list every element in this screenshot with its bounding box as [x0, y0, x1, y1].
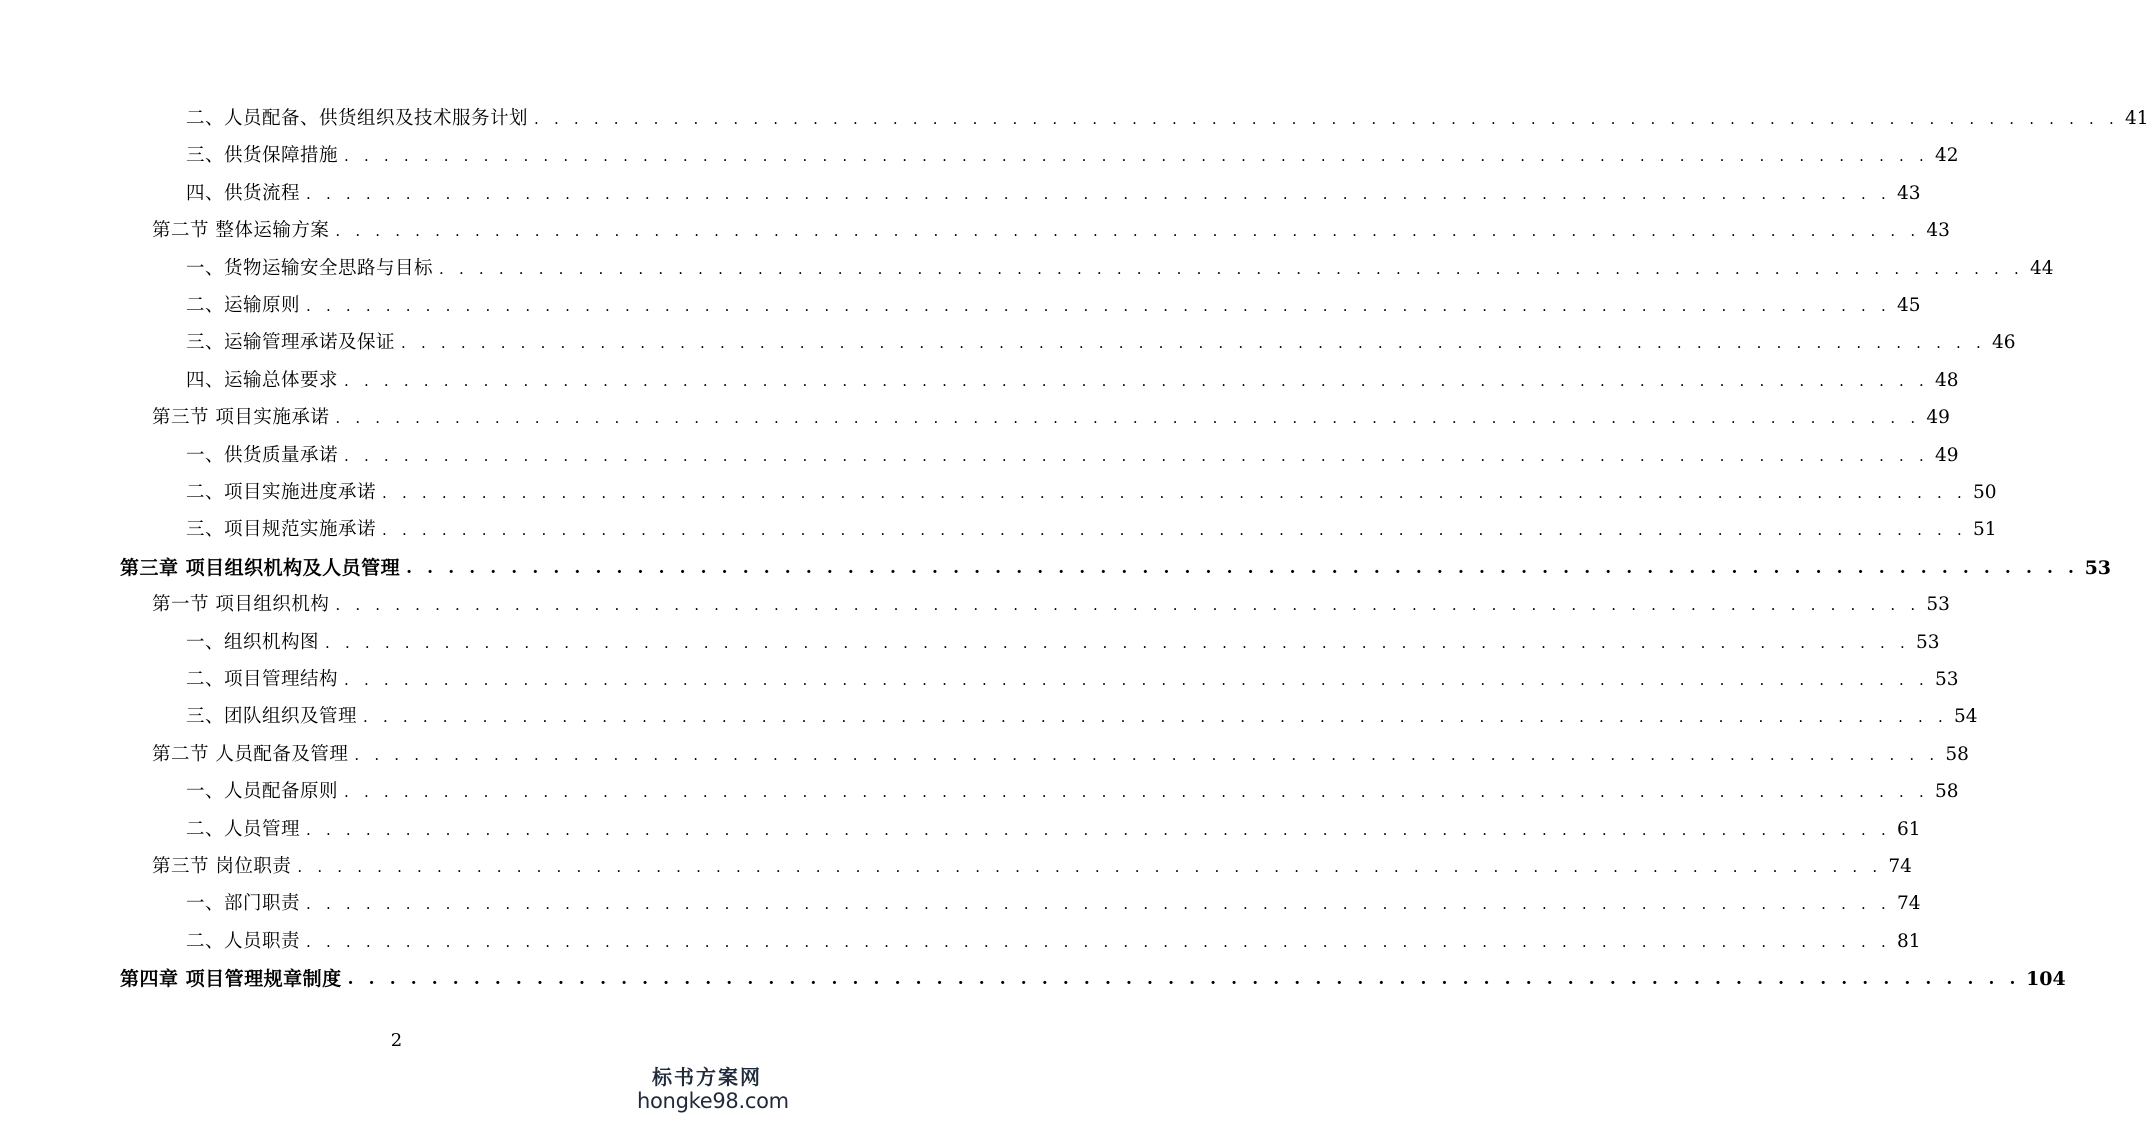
- toc-entry-title: 第三节 岗位职责: [152, 856, 292, 877]
- toc-dot-leader: . . . . . . . . . . . . . . . . . . . . . . . . . . . . . . . . . . . . . . . . . . . . . . . . . . . . . . . . . . . . . . . . . . . . . . . . . . . . . . . .: [306, 184, 1891, 203]
- page-number: 2: [390, 1030, 403, 1051]
- toc-entry-page: 42: [1934, 145, 1959, 167]
- toc-entry[interactable]: [152, 740, 1969, 770]
- toc-entry-title: 三、运输管理承诺及保证: [186, 332, 396, 354]
- toc-entry[interactable]: [186, 104, 2149, 134]
- toc-entry[interactable]: [120, 553, 2112, 583]
- toc-dot-leader: . . . . . . . . . . . . . . . . . . . . . . . . . . . . . . . . . . . . . . . . . . . . . . . . . . . . . . . . . . . . . . . . . . . . . . . . . . . . . . . .: [401, 334, 1986, 353]
- toc-entry-title: 第四章 项目管理规章制度: [120, 968, 342, 991]
- toc-entry-page: 74: [1888, 856, 1912, 877]
- toc-entry[interactable]: [186, 628, 1940, 658]
- toc-entry[interactable]: [186, 889, 1921, 919]
- toc-entry-page: 58: [1945, 743, 1969, 765]
- toc-entry-page: 43: [1896, 182, 1921, 204]
- toc-entry-title: 二、人员配备、供货组织及技术服务计划: [186, 108, 529, 129]
- toc-entry-title: 一、货物运输安全思路与目标: [186, 257, 434, 279]
- toc-entry-page: 46: [1991, 332, 2016, 354]
- toc-dot-leader: . . . . . . . . . . . . . . . . . . . . . . . . . . . . . . . . . . . . . . . . . . . . . . . . . . . . . . . . . . . . . . . . . . . . . . . . . . . . . . . .: [306, 297, 1891, 315]
- toc-entry[interactable]: [186, 291, 1921, 321]
- watermark-brand: 标书方案网: [652, 1065, 762, 1089]
- toc-entry[interactable]: [186, 366, 1959, 396]
- toc-entry-title: 一、人员配备原则: [186, 781, 339, 803]
- toc-entry-page: 104: [2026, 968, 2066, 991]
- toc-dot-leader: . . . . . . . . . . . . . . . . . . . . . . . . . . . . . . . . . . . . . . . . . . . . . . . . . . . . . . . . . . . . . . . . . . . . . . . . . . . . . . . .: [344, 371, 1929, 390]
- toc-entry-page: 44: [2029, 257, 2054, 279]
- toc-entry[interactable]: [186, 777, 1959, 807]
- toc-entry-page: 58: [1934, 781, 1959, 803]
- toc-entry[interactable]: [186, 478, 1997, 508]
- toc-dot-leader: . . . . . . . . . . . . . . . . . . . . . . . . . . . . . . . . . . . . . . . . . . . . . . . . . . . . . . . . . . . . . . . . . . . . . . . . . . . . . . . .: [344, 783, 1929, 802]
- toc-dot-leader: . . . . . . . . . . . . . . . . . . . . . . . . . . . . . . . . . . . . . . . . . . . . . . . . . . . . . . . . . . . . . . . . . . . . . . . . . . . . . . . .: [534, 110, 2119, 128]
- toc-entry-page: 61: [1896, 818, 1921, 840]
- toc-dot-leader: . . . . . . . . . . . . . . . . . . . . . . . . . . . . . . . . . . . . . . . . . . . . . . . . . . . . . . . . . . . . . . . . . . . . . . . . . . . . . . . .: [325, 633, 1910, 652]
- toc-entry-page: 49: [1934, 444, 1959, 466]
- toc-dot-leader: . . . . . . . . . . . . . . . . . . . . . . . . . . . . . . . . . . . . . . . . . . . . . . . . . . . . . . . . . . . . . . . . . . . . . . . . . . . . . . . .: [335, 222, 1921, 241]
- toc-entry[interactable]: [186, 702, 1978, 732]
- toc-entry-title: 三、团队组织及管理: [186, 706, 358, 728]
- toc-entry[interactable]: [186, 328, 2016, 358]
- toc-entry-page: 53: [1926, 594, 1950, 616]
- toc-entry-page: 54: [1953, 706, 1978, 728]
- toc-dot-leader: . . . . . . . . . . . . . . . . . . . . . . . . . . . . . . . . . . . . . . . . . . . . . . . . . . . . . . . . . . . . . . . . . . . . . . . . . . . . . . . .: [347, 969, 2021, 990]
- toc-dot-leader: . . . . . . . . . . . . . . . . . . . . . . . . . . . . . . . . . . . . . . . . . . . . . . . . . . . . . . . . . . . . . . . . . . . . . . . . . . . . . . . .: [344, 147, 1929, 166]
- toc-entry-title: 一、供货质量承诺: [186, 444, 339, 466]
- toc-entry[interactable]: [186, 254, 2054, 284]
- watermark-logo: [637, 1065, 789, 1114]
- toc-entry-title: 第二节 整体运输方案: [152, 220, 330, 242]
- toc-dot-leader: . . . . . . . . . . . . . . . . . . . . . . . . . . . . . . . . . . . . . . . . . . . . . . . . . . . . . . . . . . . . . . . . . . . . . . . . . . . . . . . .: [363, 708, 1948, 727]
- toc-dot-leader: . . . . . . . . . . . . . . . . . . . . . . . . . . . . . . . . . . . . . . . . . . . . . . . . . . . . . . . . . . . . . . . . . . . . . . . . . . . . . . . .: [306, 820, 1891, 839]
- toc-dot-leader: . . . . . . . . . . . . . . . . . . . . . . . . . . . . . . . . . . . . . . . . . . . . . . . . . . . . . . . . . . . . . . . . . . . . . . . . . . . . . . . .: [382, 484, 1967, 502]
- toc-entry[interactable]: [152, 852, 1912, 882]
- toc-dot-leader: . . . . . . . . . . . . . . . . . . . . . . . . . . . . . . . . . . . . . . . . . . . . . . . . . . . . . . . . . . . . . . . . . . . . . . . . . . . . . . . .: [406, 557, 2079, 578]
- toc-dot-leader: . . . . . . . . . . . . . . . . . . . . . . . . . . . . . . . . . . . . . . . . . . . . . . . . . . . . . . . . . . . . . . . . . . . . . . . . . . . . . . . .: [335, 409, 1921, 428]
- toc-dot-leader: . . . . . . . . . . . . . . . . . . . . . . . . . . . . . . . . . . . . . . . . . . . . . . . . . . . . . . . . . . . . . . . . . . . . . . . . . . . . . . . .: [439, 259, 2024, 278]
- toc-entry-title: 第二节 人员配备及管理: [152, 743, 349, 765]
- toc-dot-leader: . . . . . . . . . . . . . . . . . . . . . . . . . . . . . . . . . . . . . . . . . . . . . . . . . . . . . . . . . . . . . . . . . . . . . . . . . . . . . . . .: [335, 596, 1921, 615]
- toc-entry-page: 53: [1934, 669, 1959, 690]
- toc-entry-title: 三、供货保障措施: [186, 145, 339, 167]
- toc-entry-page: 43: [1926, 220, 1950, 242]
- toc-dot-leader: . . . . . . . . . . . . . . . . . . . . . . . . . . . . . . . . . . . . . . . . . . . . . . . . . . . . . . . . . . . . . . . . . . . . . . . . . . . . . . . .: [306, 932, 1891, 951]
- toc-dot-leader: . . . . . . . . . . . . . . . . . . . . . . . . . . . . . . . . . . . . . . . . . . . . . . . . . . . . . . . . . . . . . . . . . . . . . . . . . . . . . . . .: [354, 745, 1940, 764]
- toc-entry[interactable]: [186, 441, 1959, 471]
- toc-entry-title: 二、人员管理: [186, 818, 301, 840]
- toc-entry-page: 81: [1896, 930, 1921, 952]
- toc-entry[interactable]: [186, 665, 1959, 695]
- toc-entry-page: 45: [1896, 295, 1921, 316]
- toc-entry-page: 49: [1926, 407, 1950, 429]
- toc-dot-leader: . . . . . . . . . . . . . . . . . . . . . . . . . . . . . . . . . . . . . . . . . . . . . . . . . . . . . . . . . . . . . . . . . . . . . . . . . . . . . . . .: [382, 521, 1967, 540]
- toc-entry-title: 第一节 项目组织机构: [152, 594, 330, 616]
- toc-entry-page: 53: [1915, 631, 1940, 653]
- toc-entry[interactable]: [186, 515, 1997, 545]
- toc-entry-title: 一、部门职责: [186, 893, 301, 915]
- toc-entry-title: 二、人员职责: [186, 930, 301, 952]
- toc-entry[interactable]: [152, 590, 1950, 620]
- toc-entry[interactable]: [186, 927, 1921, 957]
- toc-entry-page: 51: [1972, 519, 1997, 541]
- toc-entry-title: 二、项目实施进度承诺: [186, 482, 377, 503]
- toc-entry[interactable]: [152, 403, 1950, 433]
- toc-entry-title: 一、组织机构图: [186, 631, 320, 653]
- toc-dot-leader: . . . . . . . . . . . . . . . . . . . . . . . . . . . . . . . . . . . . . . . . . . . . . . . . . . . . . . . . . . . . . . . . . . . . . . . . . . . . . . . .: [306, 895, 1891, 914]
- toc-entry[interactable]: [186, 141, 1959, 171]
- toc-entry-page: 74: [1896, 893, 1921, 915]
- toc-entry[interactable]: [152, 216, 1950, 246]
- toc-entry-title: 二、运输原则: [186, 295, 301, 316]
- watermark-url: hongke98.com: [637, 1089, 789, 1113]
- toc-entry-title: 第三节 项目实施承诺: [152, 407, 330, 429]
- toc-entry[interactable]: [186, 179, 1921, 209]
- toc-entry-page: 41: [2124, 108, 2149, 129]
- toc-entry-title: 二、项目管理结构: [186, 669, 339, 690]
- toc-entry-title: 四、运输总体要求: [186, 369, 339, 391]
- toc-entry-page: 48: [1934, 369, 1959, 391]
- toc-entry-page: 50: [1972, 482, 1997, 503]
- toc-entry[interactable]: [186, 815, 1921, 845]
- toc-entry-title: 第三章 项目组织机构及人员管理: [120, 556, 401, 579]
- toc-dot-leader: . . . . . . . . . . . . . . . . . . . . . . . . . . . . . . . . . . . . . . . . . . . . . . . . . . . . . . . . . . . . . . . . . . . . . . . . . . . . . . . .: [344, 671, 1929, 689]
- toc-entry-title: 四、供货流程: [186, 182, 301, 204]
- toc-entry-page: 53: [2084, 556, 2112, 579]
- toc-entry[interactable]: [120, 964, 2066, 994]
- toc-entry-title: 三、项目规范实施承诺: [186, 519, 377, 541]
- toc-dot-leader: . . . . . . . . . . . . . . . . . . . . . . . . . . . . . . . . . . . . . . . . . . . . . . . . . . . . . . . . . . . . . . . . . . . . . . . . . . . . . . . .: [344, 446, 1929, 465]
- toc-dot-leader: . . . . . . . . . . . . . . . . . . . . . . . . . . . . . . . . . . . . . . . . . . . . . . . . . . . . . . . . . . . . . . . . . . . . . . . . . . . . . . . .: [297, 858, 1883, 876]
